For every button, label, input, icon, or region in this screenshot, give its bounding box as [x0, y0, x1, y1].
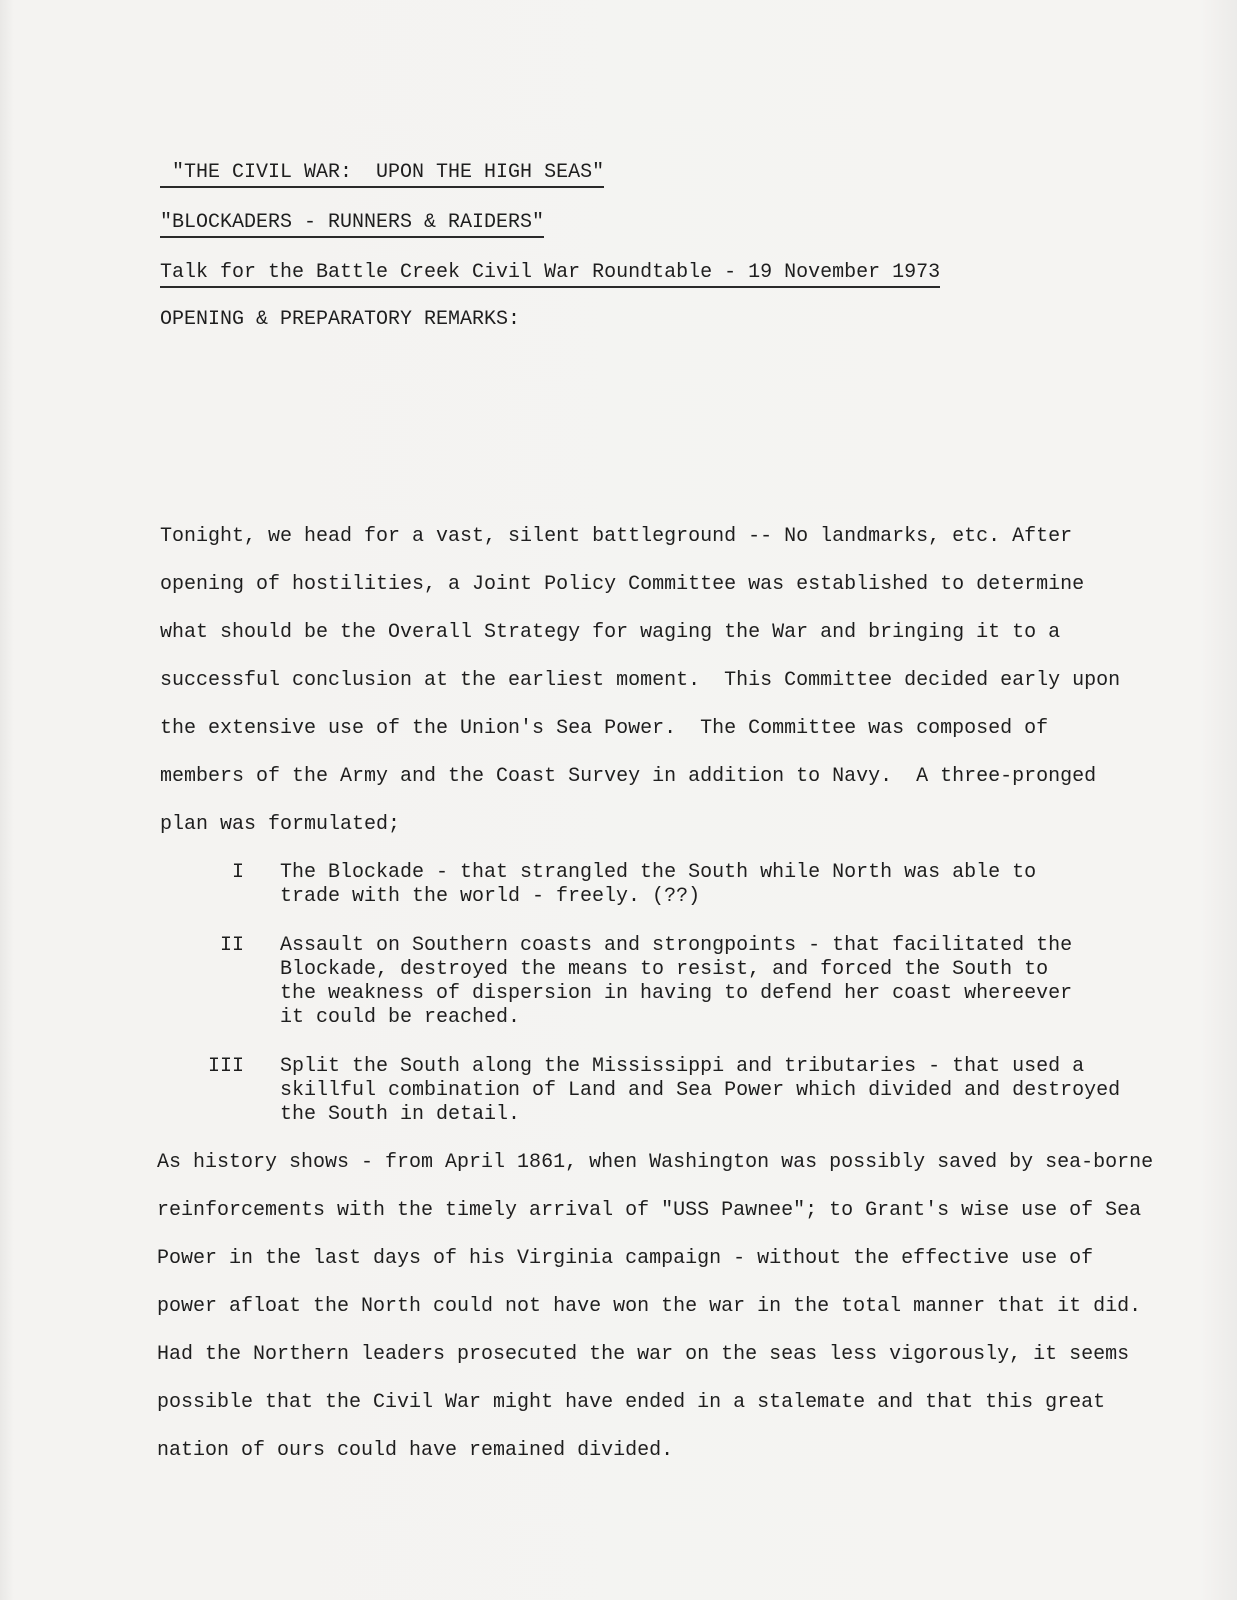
intro-line: opening of hostilities, a Joint Policy Committee was established to determine	[160, 573, 1085, 596]
intro-line: Tonight, we head for a vast, silent battleground -- No landmarks, etc. After	[160, 525, 1073, 548]
conclusion-line: Had the Northern leaders prosecuted the war on the seas less vigorously, it seems	[157, 1343, 1130, 1366]
talk-subtitle: "BLOCKADERS - RUNNERS & RAIDERS"	[160, 211, 544, 238]
plan-item-text: The Blockade - that strangled the South while North was able to trade with the world - freely. (??)	[280, 861, 1037, 908]
plan-item-text: Assault on Southern coasts and strongpoints - that facilitated the Blockade, destroyed the means to resist, and forced the South to the weakness of dispersion in having to defend her coast whereever it could be reached.	[280, 934, 1073, 1029]
intro-line: successful conclusion at the earliest moment. This Committee decided early upon	[160, 669, 1121, 692]
conclusion-line: possible that the Civil War might have ended in a stalemate and that this great	[157, 1391, 1106, 1414]
conclusion-line: As history shows - from April 1861, when Washington was possibly saved by sea-borne	[157, 1151, 1154, 1174]
talk-title: "THE CIVIL WAR: UPON THE HIGH SEAS"	[160, 161, 604, 188]
conclusion-line: nation of ours could have remained divided.	[157, 1439, 674, 1462]
intro-line: members of the Army and the Coast Survey in addition to Navy. A three-pronged	[160, 765, 1097, 788]
conclusion-line: reinforcements with the timely arrival of "USS Pawnee"; to Grant's wise use of Sea	[157, 1199, 1142, 1222]
plan-item-text: Split the South along the Mississippi and tributaries - that used a skillful combination of Land and Sea Power which divided and destroyed the South in detail.	[280, 1055, 1121, 1126]
talk-occasion: Talk for the Battle Creek Civil War Roundtable - 19 November 1973	[160, 261, 940, 288]
intro-line: the extensive use of the Union's Sea Power. The Committee was composed of	[160, 717, 1049, 740]
plan-item-numeral: II	[220, 934, 245, 957]
conclusion-line: Power in the last days of his Virginia campaign - without the effective use of	[157, 1247, 1094, 1270]
conclusion-line: power afloat the North could not have won the war in the total manner that it did.	[157, 1295, 1142, 1318]
plan-item-numeral: III	[208, 1055, 245, 1078]
intro-line: plan was formulated;	[160, 813, 401, 836]
section-heading: OPENING & PREPARATORY REMARKS:	[160, 308, 521, 331]
intro-line: what should be the Overall Strategy for waging the War and bringing it to a	[160, 621, 1061, 644]
plan-item-numeral: I	[232, 861, 245, 884]
